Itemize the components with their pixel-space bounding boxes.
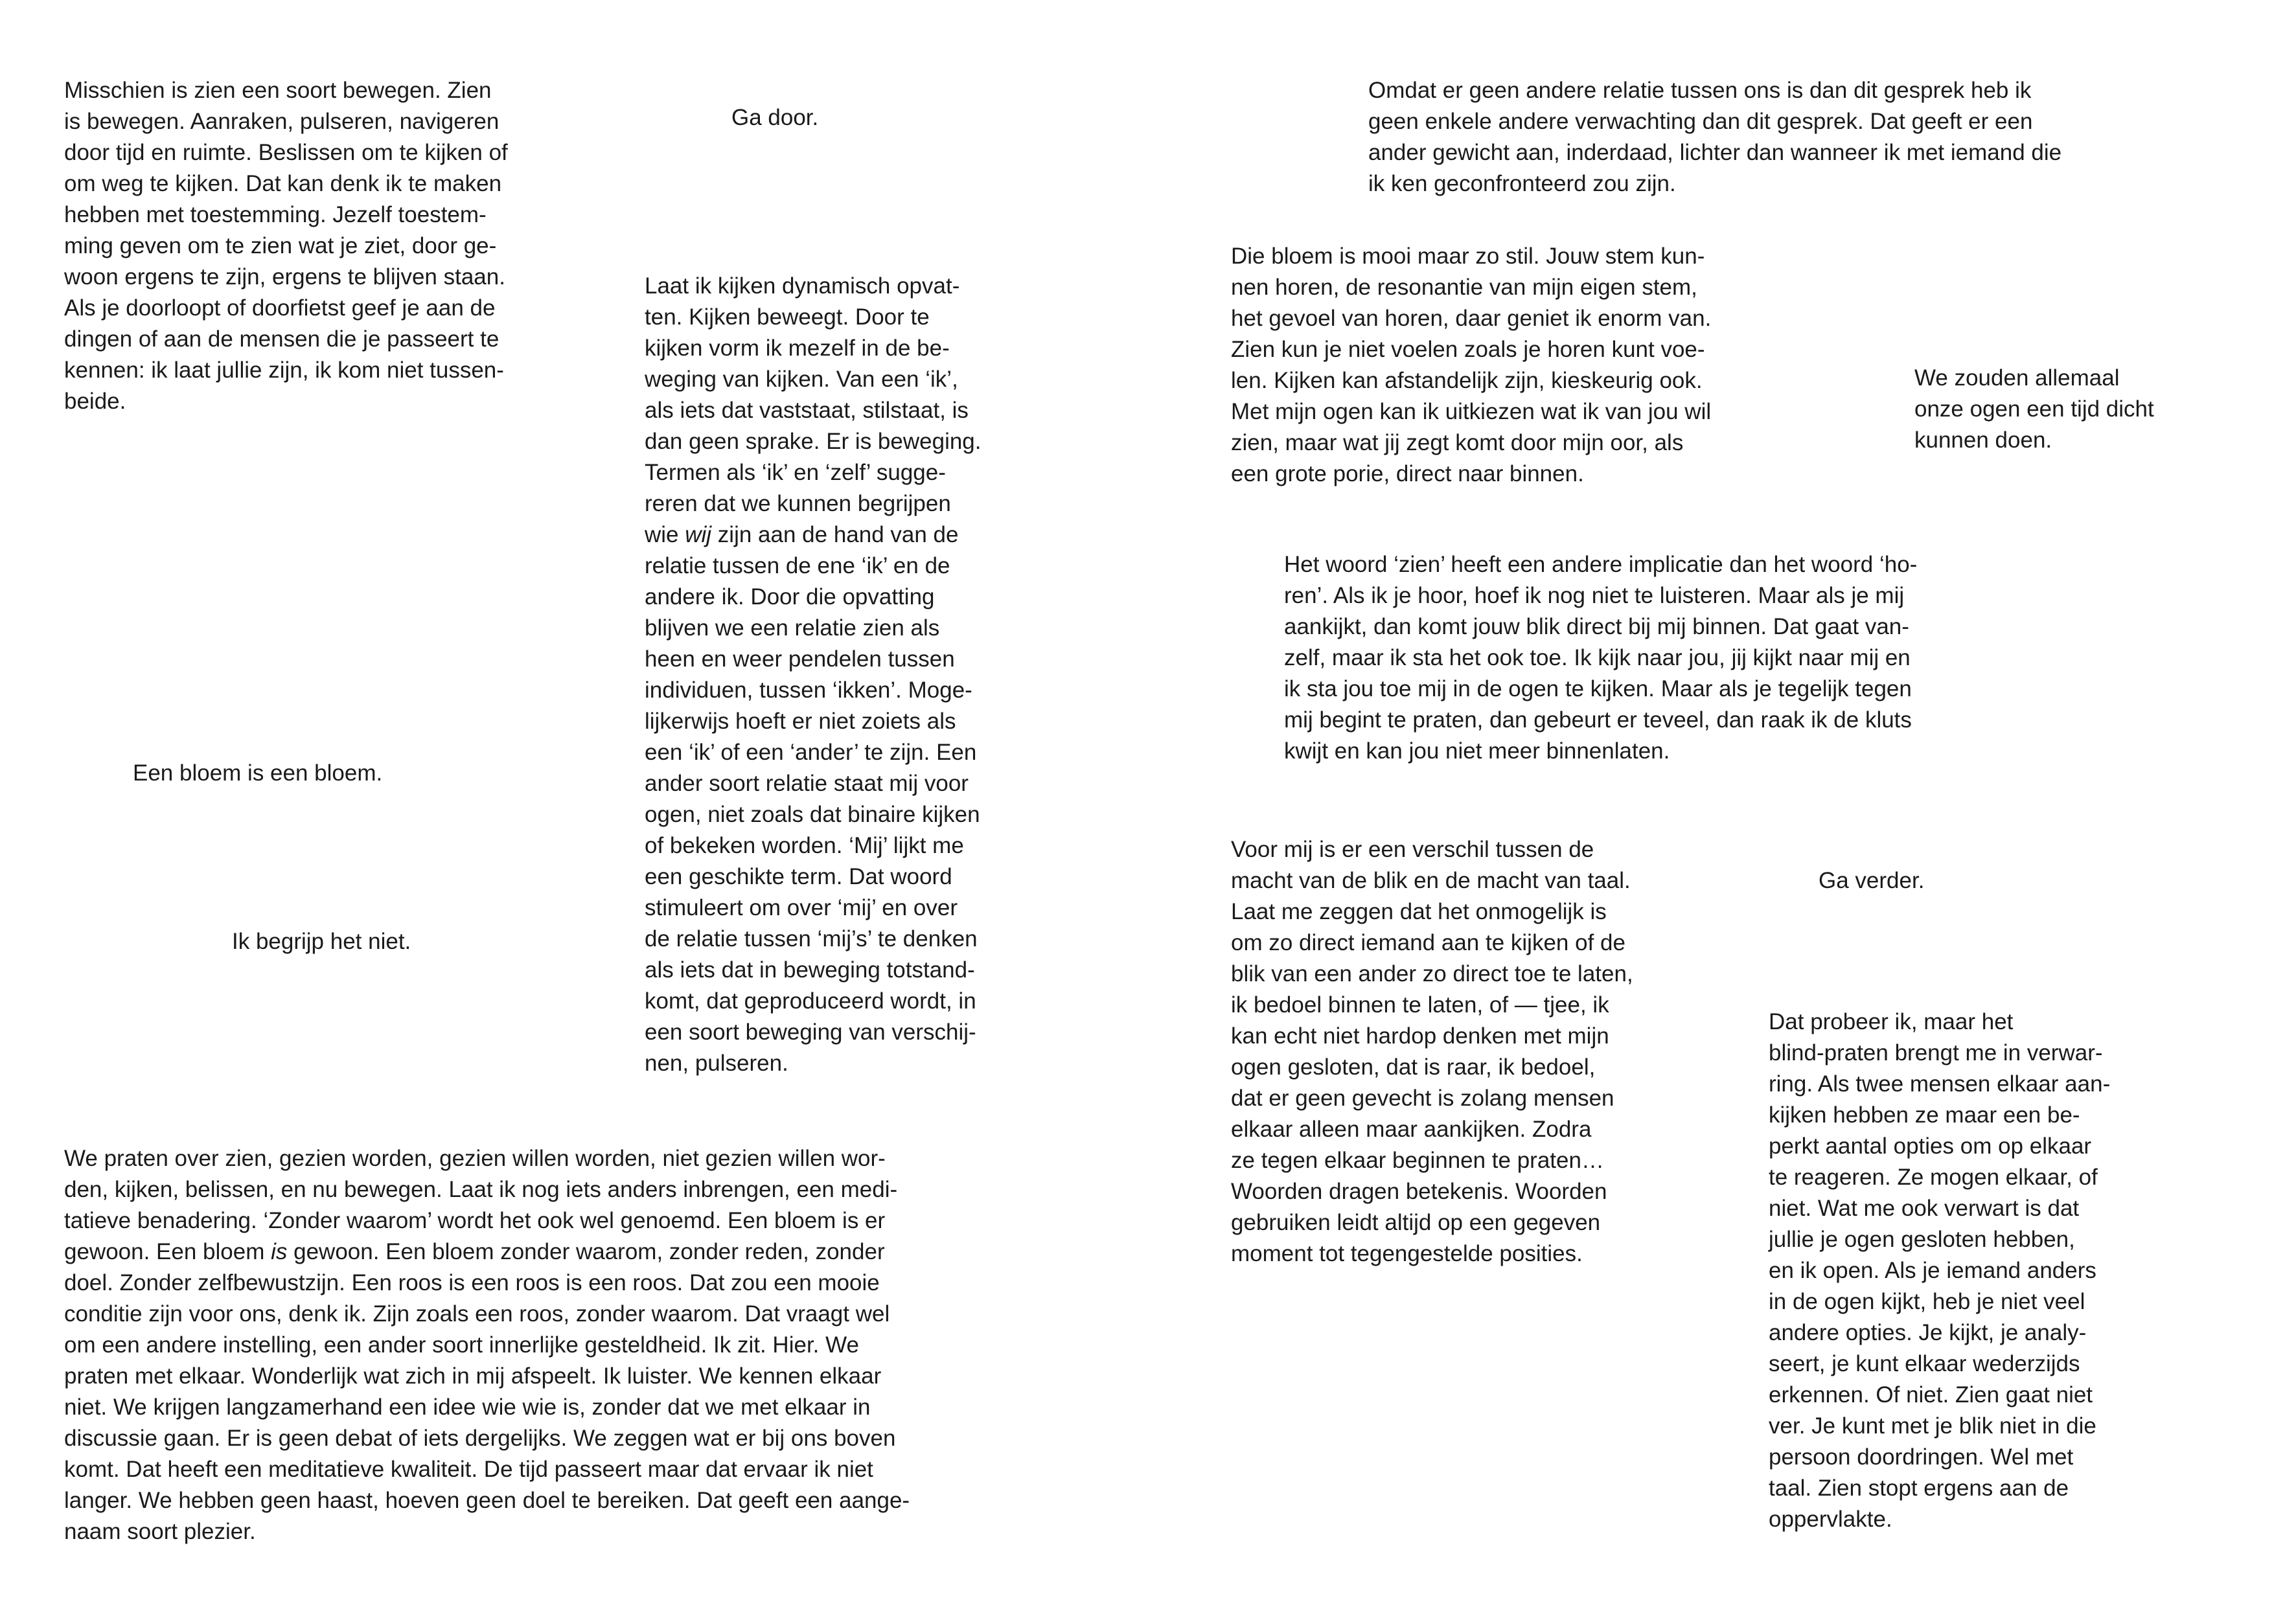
text-line: dan geen sprake. Er is beweging.	[645, 429, 982, 454]
text-line: zien, maar wat jij zegt komt door mijn oor, als	[1231, 430, 1684, 455]
text-line: reren dat we kunnen begrijpen	[645, 491, 951, 516]
text-line: Die bloem is mooi maar zo stil. Jouw stem kun-	[1231, 244, 1705, 269]
text-line: Woorden dragen betekenis. Woorden	[1231, 1179, 1607, 1204]
text-ga-verder: Ga verder.	[1819, 868, 1925, 893]
text-line: of bekeken worden. ‘Mij’ lijkt me	[645, 833, 964, 858]
right-paragraph-blind-praten	[1769, 1007, 2110, 1535]
text-line: stimuleert om over ‘mij’ en over	[645, 895, 958, 920]
text-line: de relatie tussen ‘mij’s’ te denken	[645, 926, 978, 952]
text-line: ik bedoel binnen te laten, of — tjee, ik	[1231, 992, 1609, 1018]
text-line: door tijd en ruimte. Beslissen om te kijken of	[64, 140, 508, 165]
text-line: ogen, niet zoals dat binaire kijken	[645, 802, 980, 827]
text-line: doel. Zonder zelfbewustzijn. Een roos is een roos is een roos. Dat zou een mooie	[64, 1270, 880, 1295]
emphasis: is	[271, 1239, 288, 1264]
text-bloem: Een bloem is een bloem.	[133, 760, 383, 786]
text-line: kennen: ik laat jullie zijn, ik kom niet tussen-	[64, 358, 504, 383]
text-line: persoon doordringen. Wel met	[1769, 1444, 2074, 1470]
text-line: Voor mij is er een verschil tussen de	[1231, 837, 1594, 862]
text-line: niet. Wat me ook verwart is dat	[1769, 1196, 2080, 1221]
text-line: jullie je ogen gesloten hebben,	[1769, 1227, 2075, 1252]
text-line: Zien kun je niet voelen zoals je horen kunt voe-	[1231, 337, 1705, 362]
text-line: mij begint te praten, dan gebeurt er teveel, dan raak ik de kluts	[1284, 707, 1912, 733]
text-line: om zo direct iemand aan te kijken of de	[1231, 930, 1625, 955]
text-line: Laat me zeggen dat het onmogelijk is	[1231, 899, 1607, 924]
text-line: seert, je kunt elkaar wederzijds	[1769, 1351, 2080, 1376]
text-line: ver. Je kunt met je blik niet in die	[1769, 1413, 2096, 1439]
text-line: relatie tussen de ene ‘ik’ en de	[645, 553, 950, 578]
text-line: Als je doorloopt of doorfietst geef je aan de	[64, 295, 496, 321]
text-line: als iets dat in beweging totstand-	[645, 957, 975, 983]
text-line: langer. We hebben geen haast, hoeven geen doel te bereiken. Dat geeft een aange-	[64, 1488, 910, 1513]
response-ga-door	[731, 102, 818, 133]
text-line: Het woord ‘zien’ heeft een andere implicatie dan het woord ‘ho-	[1284, 552, 1918, 577]
right-paragraph-relatie	[1368, 75, 2061, 199]
text-line: oppervlakte.	[1769, 1507, 1892, 1532]
text-line: Termen als ‘ik’ en ‘zelf’ sugge-	[645, 460, 946, 485]
response-ogen-dicht	[1914, 363, 2154, 456]
left-paragraph-zonder-waarom	[64, 1143, 910, 1547]
text-line: gewoon. Een bloem is gewoon. Een bloem zonder waarom, zonder reden, zonder	[64, 1239, 885, 1264]
text-line: hebben met toestemming. Jezelf toestem-	[64, 202, 487, 227]
text-line: ogen gesloten, dat is raar, ik bedoel,	[1231, 1054, 1596, 1080]
text-line: beide.	[64, 389, 126, 414]
text-line: wie wij zijn aan de hand van de	[645, 522, 959, 547]
text-line: taal. Zien stopt ergens aan de	[1769, 1476, 2069, 1501]
text-line: macht van de blik en de macht van taal.	[1231, 868, 1631, 893]
text-line: blijven we een relatie zien als	[645, 615, 940, 641]
text-line: ik sta jou toe mij in de ogen te kijken. Maar als je tegelijk tegen	[1284, 676, 1912, 701]
text-line: nen horen, de resonantie van mijn eigen stem,	[1231, 275, 1697, 300]
text-line: ander soort relatie staat mij voor	[645, 771, 969, 796]
right-paragraph-bloem-stil	[1231, 241, 1711, 490]
text-line: woon ergens te zijn, ergens te blijven staan.	[64, 264, 505, 290]
text-line: kunnen doen.	[1914, 427, 2052, 453]
right-paragraph-macht-blik	[1231, 834, 1633, 1270]
text-line: niet. We krijgen langzamerhand een idee wie wie is, zonder dat we met elkaar in	[64, 1395, 871, 1420]
text-line: Laat ik kijken dynamisch opvat-	[645, 273, 960, 299]
text-line: Dat probeer ik, maar het	[1769, 1009, 2014, 1034]
text-line: om een andere instelling, een ander soort innerlijke gesteldheid. Ik zit. Hier. We	[64, 1332, 859, 1358]
text-line: komt, dat geproduceerd wordt, in	[645, 988, 976, 1014]
text-line: ring. Als twee mensen elkaar aan-	[1769, 1071, 2111, 1097]
text-line: in de ogen kijkt, heb je niet veel	[1769, 1289, 2085, 1314]
text-line: ik ken geconfronteerd zou zijn.	[1368, 171, 1676, 196]
text-begrijp: Ik begrijp het niet.	[232, 929, 411, 954]
text-line: Met mijn ogen kan ik uitkiezen wat ik van jou wil	[1231, 399, 1712, 424]
text-line: dingen of aan de mensen die je passeert te	[64, 326, 499, 352]
text-line: ander gewicht aan, inderdaad, lichter dan wanneer ik met iemand die	[1368, 140, 2062, 165]
text-line: We praten over zien, gezien worden, gezien willen worden, niet gezien willen wor-	[64, 1146, 886, 1171]
text-line: als iets dat vaststaat, stilstaat, is	[645, 398, 969, 423]
text-line: andere opties. Je kijkt, je analy-	[1769, 1320, 2087, 1345]
text-line: om weg te kijken. Dat kan denk ik te maken	[64, 171, 502, 196]
text-line: heen en weer pendelen tussen	[645, 646, 955, 672]
text-line: en ik open. Als je iemand anders	[1769, 1258, 2096, 1283]
response-bloem	[133, 758, 382, 789]
response-ga-verder	[1819, 865, 1924, 896]
text-line: ze tegen elkaar beginnen te praten…	[1231, 1148, 1604, 1173]
text-line: ming geven om te zien wat je ziet, door ge-	[64, 233, 497, 258]
text-line: tatieve benadering. ‘Zonder waarom’ wordt het ook wel genoemd. Een bloem is er	[64, 1208, 886, 1233]
text-line: kijken vorm ik mezelf in de be-	[645, 336, 950, 361]
text-line: lijkerwijs hoeft er niet zoiets als	[645, 709, 956, 734]
text-line: praten met elkaar. Wonderlijk wat zich in mij afspeelt. Ik luister. We kennen elkaar	[64, 1363, 882, 1389]
text-line: het gevoel van horen, daar geniet ik enorm van.	[1231, 306, 1712, 331]
text-line: ten. Kijken beweegt. Door te	[645, 304, 930, 330]
text-line: len. Kijken kan afstandelijk zijn, kieskeurig ook.	[1231, 368, 1703, 393]
text-line: gebruiken leidt altijd op een gegeven	[1231, 1210, 1601, 1235]
text-line: aankijkt, dan komt jouw blik direct bij mij binnen. Dat gaat van-	[1284, 614, 1909, 639]
text-line: blik van een ander zo direct toe te laten,	[1231, 961, 1633, 986]
text-line: kwijt en kan jou niet meer binnenlaten.	[1284, 738, 1670, 764]
text-line: Misschien is zien een soort bewegen. Zien	[64, 78, 492, 103]
text-line: Omdat er geen andere relatie tussen ons is dan dit gesprek heb ik	[1368, 78, 2032, 103]
text-line: is bewegen. Aanraken, pulseren, navigeren	[64, 109, 499, 134]
text-line: een geschikte term. Dat woord	[645, 864, 952, 889]
text-line: We zouden allemaal	[1914, 365, 2120, 391]
right-page	[1148, 0, 2296, 1607]
text-line: onze ogen een tijd dicht	[1914, 396, 2154, 422]
text-line: een ‘ik’ of een ‘ander’ te zijn. Een	[645, 740, 977, 765]
text-line: den, kijken, belissen, en nu bewegen. Laat ik nog iets anders inbrengen, een medi-	[64, 1177, 898, 1202]
text-line: elkaar alleen maar aankijken. Zodra	[1231, 1117, 1592, 1142]
text-line: moment tot tegengestelde posities.	[1231, 1241, 1583, 1266]
text-line: komt. Dat heeft een meditatieve kwaliteit. De tijd passeert maar dat ervaar ik niet	[64, 1457, 873, 1482]
text-line: dat er geen gevecht is zolang mensen	[1231, 1086, 1614, 1111]
text-line: geen enkele andere verwachting dan dit gesprek. Dat geeft er een	[1368, 109, 2033, 134]
right-paragraph-woord-zien	[1284, 549, 1917, 767]
text-line: individuen, tussen ‘ikken’. Moge-	[645, 678, 972, 703]
text-ga-door: Ga door.	[731, 105, 819, 130]
left-paragraph-kijken-dynamisch	[645, 271, 982, 1079]
text-line: weging van kijken. Van een ‘ik’,	[645, 367, 958, 392]
response-begrijp	[232, 926, 411, 957]
text-line: perkt aantal opties om op elkaar	[1769, 1134, 2092, 1159]
text-line: blind-praten brengt me in verwar-	[1769, 1040, 2103, 1066]
text-line: te reageren. Ze mogen elkaar, of	[1769, 1165, 2098, 1190]
text-line: conditie zijn voor ons, denk ik. Zijn zoals een roos, zonder waarom. Dat vraagt wel	[64, 1301, 890, 1327]
text-line: kan echt niet hardop denken met mijn	[1231, 1023, 1609, 1049]
left-paragraph-zien-bewegen	[64, 75, 508, 417]
text-line: zelf, maar ik sta het ook toe. Ik kijk naar jou, jij kijkt naar mij en	[1284, 645, 1911, 670]
text-line: een soort beweging van verschij-	[645, 1020, 976, 1045]
text-line: nen, pulseren.	[645, 1051, 788, 1076]
text-line: ren’. Als ik je hoor, hoef ik nog niet te luisteren. Maar als je mij	[1284, 583, 1905, 608]
text-line: een grote porie, direct naar binnen.	[1231, 461, 1584, 486]
text-line: discussie gaan. Er is geen debat of iets dergelijks. We zeggen wat er bij ons boven	[64, 1426, 896, 1451]
text-line: erkennen. Of niet. Zien gaat niet	[1769, 1382, 2093, 1408]
text-line: naam soort plezier.	[64, 1519, 256, 1544]
text-line: kijken hebben ze maar een be-	[1769, 1102, 2080, 1128]
emphasis: wij	[685, 522, 712, 547]
text-line: andere ik. Door die opvatting	[645, 584, 935, 610]
